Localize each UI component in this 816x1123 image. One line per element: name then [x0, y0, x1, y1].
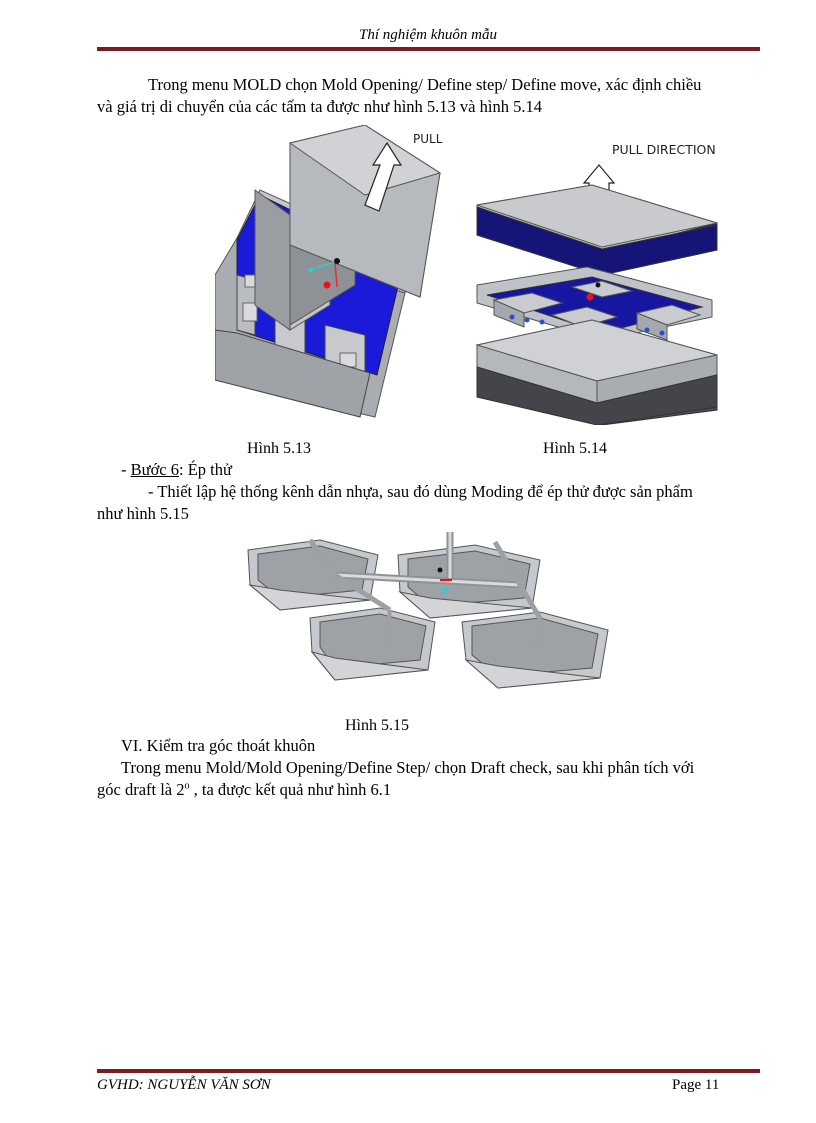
- footer-rule: [97, 1069, 760, 1073]
- step-6-body-line-1: - Thiết lập hệ thống kênh dẫn nhựa, sau đó dùng Moding để ép thử được sản phẩm: [148, 482, 693, 501]
- header-rule: [97, 47, 760, 51]
- figure-5-15-caption: Hình 5.15: [345, 717, 409, 734]
- footer-instructor: GVHD: NGUYỄN VĂN SƠN: [97, 1077, 271, 1093]
- figure-5-14-caption: Hình 5.14: [543, 440, 607, 457]
- figure-5-13-caption: Hình 5.13: [247, 440, 311, 457]
- step-6-label: Bước 6: [130, 460, 179, 479]
- step-6-prefix: -: [121, 460, 131, 479]
- section-6-line-2-b: , ta được kết quả như hình 6.1: [189, 780, 392, 799]
- intro-line-2: và giá trị di chuyển của các tấm ta được như hình 5.13 và hình 5.14: [97, 97, 542, 116]
- section-6-line-1: Trong menu Mold/Mold Opening/Define Step/ chọn Draft check, sau khi phân tích với: [121, 758, 695, 777]
- page-header-title: Thí nghiệm khuôn mẫu: [359, 27, 497, 43]
- footer-page-number: Page 11: [672, 1077, 720, 1093]
- intro-line-1: Trong menu MOLD chọn Mold Opening/ Define step/ Define move, xác định chiều: [148, 75, 702, 94]
- degree-superscript: o: [184, 780, 190, 792]
- figure-5-14-mold-plates: [472, 135, 742, 425]
- step-6-body-line-2: như hình 5.15: [97, 504, 189, 523]
- figure-5-14-pull-label: PULL DIRECTION: [612, 142, 716, 157]
- molded-tray: [310, 608, 435, 680]
- step-6-title: : Ép thử: [179, 460, 232, 479]
- figure-5-13-pull-label: PULL: [413, 132, 443, 146]
- section-6-line-2-a: góc draft là 2: [97, 780, 185, 799]
- figure-5-13-mold-opening: [215, 125, 450, 420]
- step-6-heading: [121, 459, 232, 481]
- section-6-heading: VI. Kiểm tra góc thoát khuôn: [121, 736, 316, 755]
- figure-5-15-molded-parts: [240, 530, 620, 690]
- section-6-line-2: [97, 779, 391, 801]
